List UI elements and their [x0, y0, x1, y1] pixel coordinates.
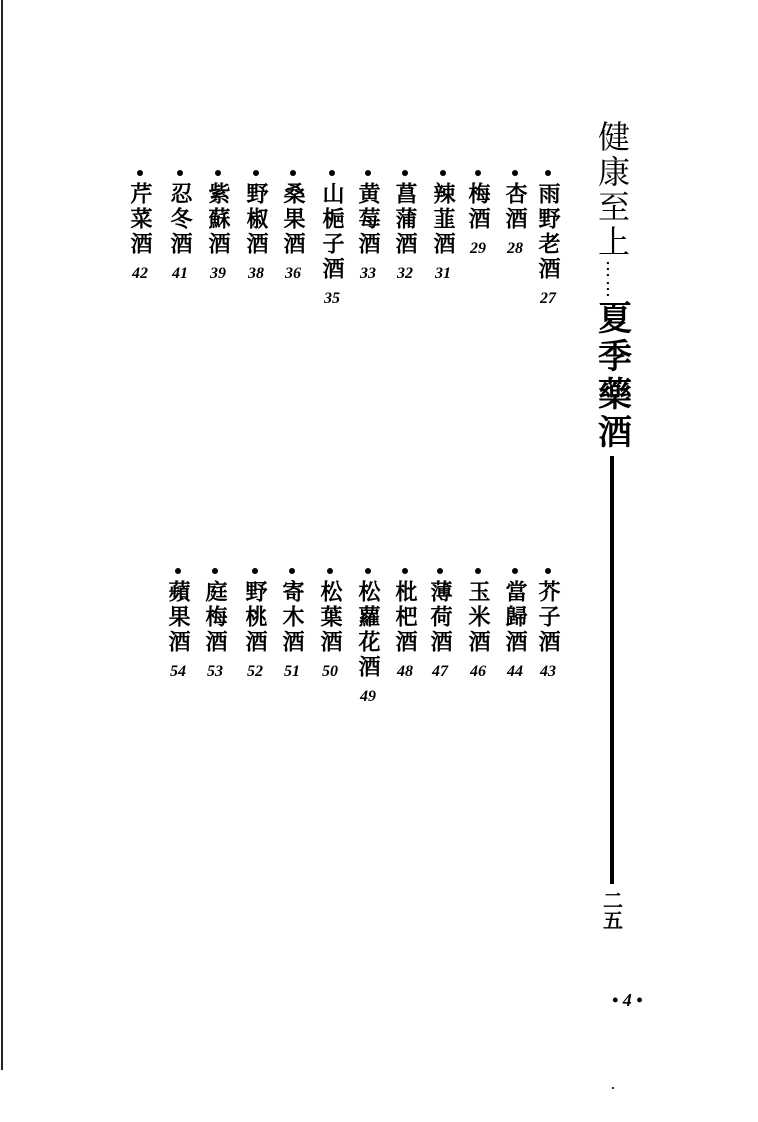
page-number: • 4 • — [612, 990, 643, 1010]
entry-name: 芥子酒 — [535, 580, 561, 655]
entry-name: 庭梅酒 — [202, 580, 228, 655]
page-edge-rule — [1, 0, 3, 1070]
entry-name: 芹菜酒 — [127, 182, 153, 257]
entry-page: 44 — [507, 663, 523, 680]
entry-page: 42 — [132, 265, 148, 282]
entry-name: 蘋果酒 — [165, 580, 191, 655]
toc-entry — [533, 568, 563, 681]
entry-page: 46 — [470, 663, 486, 680]
bullet-icon — [365, 170, 371, 176]
entry-page: 36 — [285, 265, 301, 282]
toc-entry — [463, 568, 493, 681]
entry-page: 41 — [172, 265, 188, 282]
toc-entry — [125, 170, 155, 283]
bullet-icon — [545, 568, 551, 574]
title-part1: 健康至上 — [593, 120, 631, 260]
entry-page: 32 — [397, 265, 413, 282]
toc-entry — [317, 170, 347, 308]
entry-page: 29 — [470, 240, 486, 257]
toc-entry — [390, 170, 420, 283]
entry-page: 27 — [540, 290, 556, 307]
bullet-icon — [252, 568, 258, 574]
bullet-icon — [437, 568, 443, 574]
entry-name: 菖蒲酒 — [392, 182, 418, 257]
entry-page: 50 — [322, 663, 338, 680]
toc-entry — [203, 170, 233, 283]
bullet-icon — [253, 170, 259, 176]
toc-entry — [390, 568, 420, 681]
toc-entry — [500, 568, 530, 681]
entry-name: 松葉酒 — [317, 580, 343, 655]
entry-page: 31 — [435, 265, 451, 282]
entry-name: 當歸酒 — [502, 580, 528, 655]
toc-entry — [353, 170, 383, 283]
bullet-icon — [545, 170, 551, 176]
bullet-icon — [512, 170, 518, 176]
toc-entry — [500, 170, 530, 258]
bullet-icon — [329, 170, 335, 176]
entry-page: 47 — [432, 663, 448, 680]
bullet-icon — [475, 170, 481, 176]
entry-name: 薄荷酒 — [427, 580, 453, 655]
scan-speck — [612, 1087, 614, 1089]
toc-entry — [277, 568, 307, 681]
toc-entry — [315, 568, 345, 681]
chapter-title — [591, 120, 632, 930]
entry-page: 49 — [360, 688, 376, 705]
toc-entry — [533, 170, 563, 308]
bullet-icon — [290, 170, 296, 176]
entry-name: 山梔子酒 — [319, 182, 345, 282]
entry-name: 黄莓酒 — [355, 182, 381, 257]
entry-name: 野椒酒 — [243, 182, 269, 257]
entry-name: 雨野老酒 — [535, 182, 561, 282]
bullet-icon — [440, 170, 446, 176]
bullet-icon — [137, 170, 143, 176]
entry-page: 28 — [507, 240, 523, 257]
title-dots: …… — [602, 260, 623, 300]
bullet-icon — [175, 568, 181, 574]
entry-name: 枇杷酒 — [392, 580, 418, 655]
entry-name: 桑果酒 — [280, 182, 306, 257]
bullet-icon — [402, 170, 408, 176]
bullet-icon — [402, 568, 408, 574]
bullet-icon — [475, 568, 481, 574]
bullet-icon — [327, 568, 333, 574]
toc-entry — [240, 568, 270, 681]
bullet-icon — [365, 568, 371, 574]
entry-name: 忍冬酒 — [167, 182, 193, 257]
bullet-icon — [289, 568, 295, 574]
entry-page: 51 — [284, 663, 300, 680]
toc-entry — [425, 568, 455, 681]
toc-entry — [463, 170, 493, 258]
entry-name: 松蘿花酒 — [355, 580, 381, 680]
toc-entry — [165, 170, 195, 283]
entry-page: 52 — [247, 663, 263, 680]
entry-page: 33 — [360, 265, 376, 282]
toc-entry — [200, 568, 230, 681]
entry-page: 43 — [540, 663, 556, 680]
toc-entry — [163, 568, 193, 681]
bullet-icon — [212, 568, 218, 574]
toc-entry — [241, 170, 271, 283]
entry-name: 寄木酒 — [279, 580, 305, 655]
bullet-icon — [177, 170, 183, 176]
entry-name: 梅酒 — [465, 182, 491, 232]
entry-page: 35 — [324, 290, 340, 307]
title-rule — [610, 456, 614, 884]
entry-name: 辣韮酒 — [430, 182, 456, 257]
bullet-icon — [215, 170, 221, 176]
entry-name: 玉米酒 — [465, 580, 491, 655]
entry-page: 39 — [210, 265, 226, 282]
entry-name: 杏酒 — [502, 182, 528, 232]
entry-page: 48 — [397, 663, 413, 680]
title-part2: 夏季藥酒 — [591, 300, 632, 452]
toc-entry — [428, 170, 458, 283]
entry-page: 38 — [248, 265, 264, 282]
entry-page: 54 — [170, 663, 186, 680]
toc-entry — [353, 568, 383, 706]
toc-entry — [278, 170, 308, 283]
entry-name: 野桃酒 — [242, 580, 268, 655]
chinese-page-number: 二五 — [599, 890, 624, 930]
entry-page: 53 — [207, 663, 223, 680]
entry-name: 紫蘇酒 — [205, 182, 231, 257]
bullet-icon — [512, 568, 518, 574]
